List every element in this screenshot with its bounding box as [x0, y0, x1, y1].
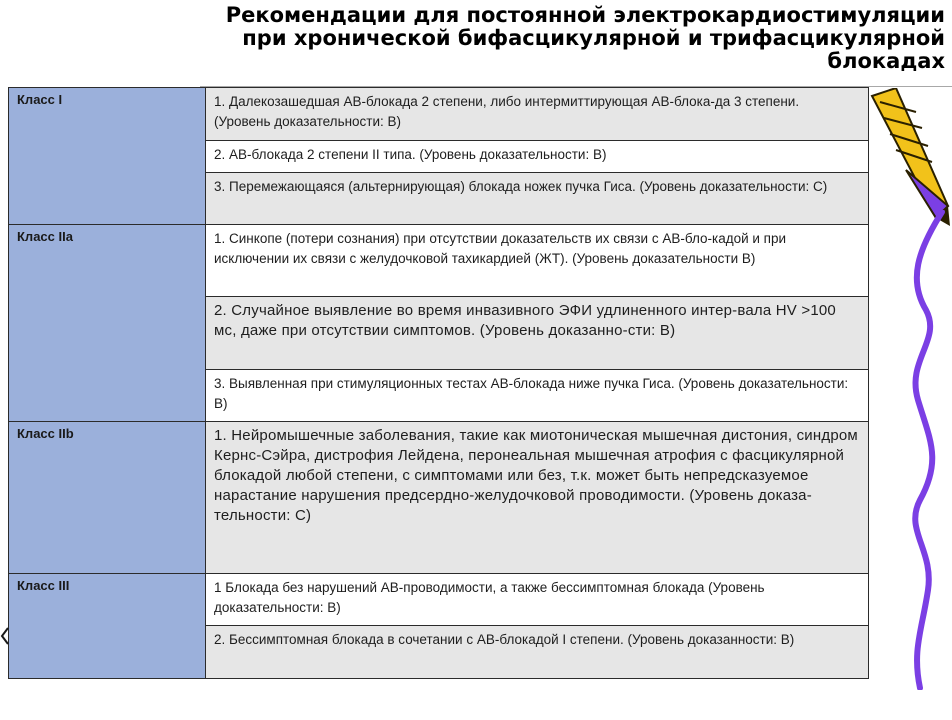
- title-line-3: блокадах: [827, 49, 945, 73]
- recommendation-item: 1. Синкопе (потери сознания) при отсутствии доказательств их связи с АВ-бло-кадой и при исключении их связи с желудочковой тахикардией (ЖТ). (Уровень доказательности В): [206, 225, 869, 297]
- title-line-1: Рекомендации для постоянной электрокардиостимуляции: [225, 3, 945, 27]
- recommendation-item: 2. Случайное выявление во время инвазивного ЭФИ удлиненного интер-вала HV >100 мс, даже при отсутствии симптомов. (Уровень доказанно-сти: В): [206, 297, 869, 370]
- recommendation-item: 2. АВ-блокада 2 степени II типа. (Уровень доказательности: В): [206, 141, 869, 173]
- recommendations-table: [8, 87, 869, 679]
- class-label-iii: Класс III: [9, 574, 206, 679]
- recommendation-item: 3. Перемежающаяся (альтернирующая) блокада ножек пучка Гиса. (Уровень доказательности: С): [206, 173, 869, 225]
- class-label-iib: Класс IIb: [9, 422, 206, 574]
- class-label-iia: Класс IIa: [9, 225, 206, 422]
- left-arrow-icon: [0, 626, 10, 646]
- table-row: [9, 225, 869, 297]
- class-label-i: Класс I: [9, 88, 206, 225]
- recommendation-item: 1. Далекозашедшая АВ-блокада 2 степени, либо интермиттирующая АВ-блока-да 3 степени. (Уровень доказательности: В): [206, 88, 869, 141]
- page-title: [100, 4, 945, 73]
- purple-squiggle-icon: [898, 210, 952, 690]
- recommendation-item: 2. Бессимптомная блокада в сочетании с АВ-блокадой I степени. (Уровень доказанности: В): [206, 626, 869, 679]
- table-row: [9, 574, 869, 626]
- table-row: [9, 422, 869, 574]
- table-row: [9, 88, 869, 141]
- recommendation-item: 1 Блокада без нарушений АВ-проводимости, а также бессимптомная блокада (Уровень доказательности: В): [206, 574, 869, 626]
- recommendation-item: 3. Выявленная при стимуляционных тестах АВ-блокада ниже пучка Гиса. (Уровень доказательности: В): [206, 370, 869, 422]
- recommendation-item: 1. Нейромышечные заболевания, такие как миотоническая мышечная дистония, синдром Кернс-Сэйра, дистрофия Лейдена, перонеальная мышечная атрофия с фасцикулярной блокадой любой степени, с симптомами или без, т.к. может быть непредсказуемое нарастание нарушения предсердно-желудочковой проводимости. (Уровень доказа-тельности: С): [206, 422, 869, 574]
- title-line-2: при хронической бифасцикулярной и трифасцикулярной: [242, 26, 945, 50]
- quill-pen-icon: [866, 88, 950, 226]
